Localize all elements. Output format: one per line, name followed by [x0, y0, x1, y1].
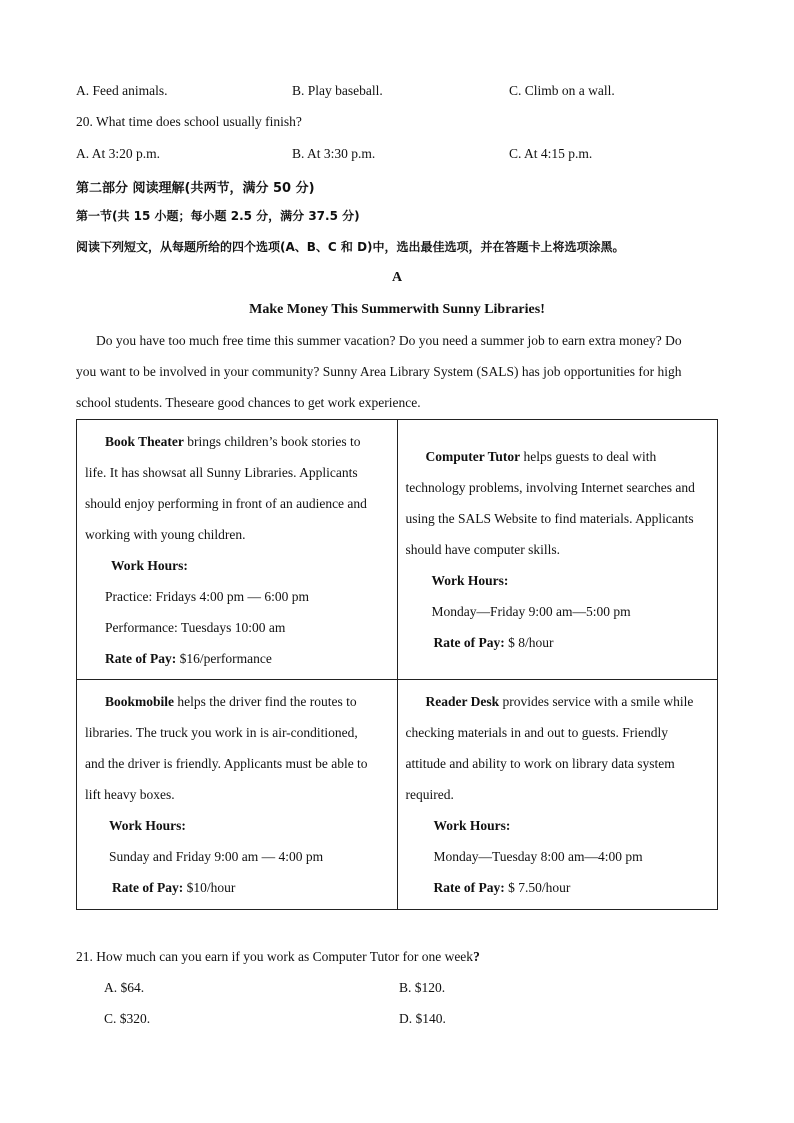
job-desc: helps the driver find the routes to — [174, 694, 357, 709]
job-desc: should enjoy performing in front of an audience and — [85, 495, 367, 511]
q20-option-a: A. At 3:20 p.m. — [76, 146, 161, 161]
intro-line-3: school students. Theseare good chances to get work experience. — [76, 395, 421, 410]
job-desc: should have computer skills. — [405, 542, 560, 557]
pay-label: Rate of Pay: — [105, 650, 177, 666]
pay-value: $ 8/hour — [504, 635, 554, 650]
pay-value: $10/hour — [183, 880, 236, 895]
q21-question-mark: ? — [473, 949, 480, 964]
q21-question-text: 21. How much can you earn if you work as Computer Tutor for one week — [76, 949, 474, 964]
job-name: Book Theater — [105, 433, 184, 449]
q21-option-d: D. $140. — [399, 1011, 446, 1026]
intro-line-2: you want to be involved in your community? Sunny Area Library System (SALS) has job opportunities for high — [76, 364, 682, 379]
work-hours-value: Sunday and Friday 9:00 am — 4:00 pm — [109, 849, 324, 864]
section1-heading: 第一节(共 15 小题；每小题 2.5 分，满分 37.5 分) — [76, 209, 360, 223]
pay-value: $ 7.50/hour — [504, 880, 571, 895]
q19-option-c: C. Climb on a wall. — [509, 83, 615, 98]
job-cell-bookmobile — [77, 680, 398, 910]
intro-line-1: Do you have too much free time this summer vacation? Do you need a summer job to earn extra money? Do — [96, 333, 682, 348]
job-desc: attitude and ability to work on library data system — [405, 756, 675, 771]
work-hours-value: Monday—Friday 9:00 am—5:00 pm — [431, 604, 631, 619]
instruction-text: 阅读下列短文，从每题所给的四个选项(A、B、C 和 D)中，选出最佳选项，并在答题卡上将选项涂黑。 — [76, 240, 625, 254]
q21-option-c: C. $320. — [104, 1011, 151, 1026]
q19-option-a: A. Feed animals. — [76, 83, 168, 98]
work-hours-label: Work Hours: — [431, 573, 509, 588]
pay-value: $16/performance — [176, 650, 272, 666]
q21-option-a: A. $64. — [104, 980, 145, 995]
job-name: Computer Tutor — [425, 449, 521, 464]
pay-label: Rate of Pay: — [433, 635, 505, 650]
job-desc: required. — [405, 787, 454, 802]
job-desc: technology problems, involving Internet searches and — [405, 480, 695, 495]
work-hours-label: Work Hours: — [433, 818, 511, 833]
work-hours-label: Work Hours: — [109, 818, 186, 833]
q20-question: 20. What time does school usually finish? — [76, 114, 302, 129]
job-desc: and the driver is friendly. Applicants must be able to — [85, 756, 368, 771]
job-name: Bookmobile — [105, 694, 175, 709]
job-desc: life. It has showsat all Sunny Libraries. Applicants — [85, 464, 358, 480]
work-hours-value: Practice: Fridays 4:00 pm — 6:00 pm — [105, 588, 309, 604]
job-desc: lift heavy boxes. — [85, 787, 175, 802]
job-desc: brings children’s book stories to — [183, 433, 361, 449]
job-desc: libraries. The truck you work in is air-conditioned, — [85, 725, 358, 740]
pay-label: Rate of Pay: — [112, 880, 184, 895]
job-desc: checking materials in and out to guests. Friendly — [405, 725, 668, 740]
q20-option-b: B. At 3:30 p.m. — [292, 146, 376, 161]
job-cell-computer-tutor — [397, 420, 718, 680]
job-desc: using the SALS Website to find materials. Applicants — [405, 511, 694, 526]
q21-question — [76, 949, 480, 965]
job-desc: working with young children. — [85, 526, 246, 542]
q21-option-b: B. $120. — [399, 980, 446, 995]
jobs-table — [76, 419, 718, 910]
q20-option-c: C. At 4:15 p.m. — [509, 146, 593, 161]
passage-letter: A — [391, 270, 403, 285]
q19-option-b: B. Play baseball. — [292, 83, 383, 98]
passage-title: Make Money This Summerwith Sunny Libraries! — [249, 302, 545, 317]
work-hours-label: Work Hours: — [111, 557, 188, 573]
work-hours-value: Performance: Tuesdays 10:00 am — [105, 619, 286, 635]
job-desc: helps guests to deal with — [520, 449, 657, 464]
job-name: Reader Desk — [425, 694, 500, 709]
job-cell-reader-desk — [397, 680, 718, 910]
job-desc: provides service with a smile while — [499, 694, 694, 709]
pay-label: Rate of Pay: — [433, 880, 505, 895]
job-cell-book-theater — [77, 420, 398, 680]
work-hours-value: Monday—Tuesday 8:00 am—4:00 pm — [433, 849, 643, 864]
part2-heading: 第二部分 阅读理解(共两节，满分 50 分) — [76, 181, 315, 196]
